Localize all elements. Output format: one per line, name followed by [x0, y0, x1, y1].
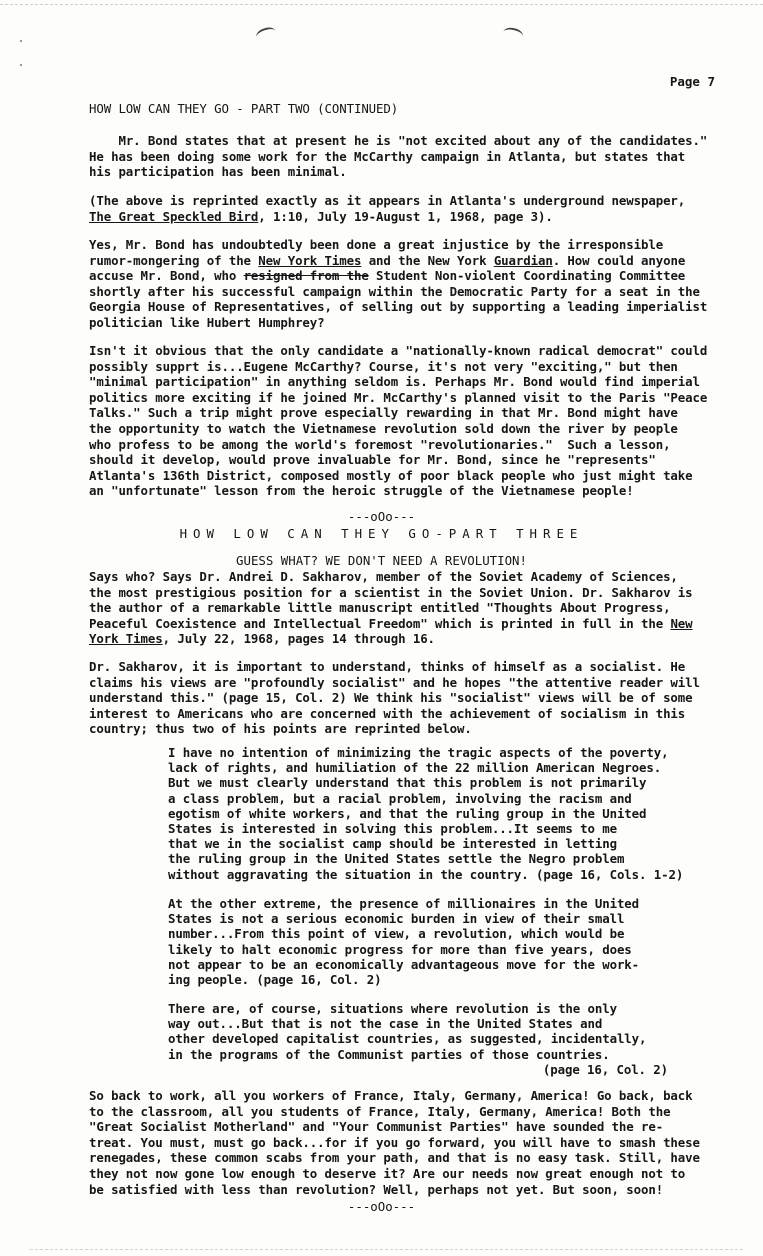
struck-text: resigned from the [243, 268, 369, 284]
guardian-ref: Guardian [493, 252, 553, 268]
quote-3-citation: (page 16, Col. 2) [542, 1061, 668, 1077]
paragraph-conclusion: So back to work, all you workers of France, Italy, Germany, America! Go back, back to the classroom, all you students of France, Italy, Germany, America! Both the "Great Socialist Motherland" and "Your Communist Parties" have sounded the re- treat. You must, must go back...for if you go forward, you will have to smash these renegades, these common scabs from your path, and that is no easy task. Still, have they not now gone low enough to deserve it? Are our needs now great enough not to be satisfied with less than revolution? Well, perhaps not yet. But soon, soon! [89, 1088, 700, 1197]
subheading-revolution: GUESS WHAT? WE DON'T NEED A REVOLUTION! [236, 553, 527, 568]
punch-mark-right [502, 26, 524, 42]
punch-mark-left [255, 25, 278, 43]
quote-1: I have no intention of minimizing the tragic aspects of the poverty, lack of rights, and humiliation of the 22 million American Negroes. But we must clearly understand that this problem is not primarily a class problem, but a racial problem, involving the racism and egotism of white workers, and that the ruling group in the United States is interested in solving this problem...It seems to me that we in the socialist camp should be interested in letting the ruling group in the United States settle the Negro problem without aggravating the situation in the country. (page 16, Cols. 1-2) [168, 745, 684, 882]
nyt-ref-2: York Times [89, 631, 163, 647]
divider-1: ---oOo--- [347, 509, 416, 524]
divider-2: ---oOo--- [347, 1199, 416, 1214]
newspaper-title: The Great Speckled Bird [89, 208, 259, 224]
paragraph-bond-statement: Mr. Bond states that at present he is "not excited about any of the candidates." He has been doing some work for the McCarthy campaign in Atlanta, but states that his participation has been minimal. [89, 133, 708, 180]
paragraph-sakharov-views: Dr. Sakharov, it is important to understand, thinks of himself as a socialist. He claims his views are "profoundly socialist" and he hopes "the attentive reader will understand this." (page 15, Col. 2) We think his "socialist" views will be of some interest to Americans who are concerned with the achievement of socialism in this country; thus two of his points are reprinted below. [89, 659, 700, 737]
margin-mark [20, 64, 22, 66]
quote-2: At the other extreme, the presence of millionaires in the United States is not a serious economic burden in view of their small number...From this point of view, a revolution, which would be likely to halt economic progress for more than five years, does not appear to be an economically advantageous move for the work- ing people. (page 16, Col. 2) [168, 896, 640, 988]
paragraph-sakharov-intro: Says who? Says Dr. Andrei D. Sakharov, member of the Soviet Academy of Sciences, the most prestigious position for a scientist in the Soviet Union. Dr. Sakharov is the author of a remarkable little manuscript entitled "Thoughts About Progress, Peaceful Coexistence and Intellectual Freedom" which is printed in full in the New York Times, July 22, 1968, pages 14 through 16. [89, 569, 693, 647]
heading-part-two: HOW LOW CAN THEY GO - PART TWO (CONTINUED) [89, 101, 399, 116]
quote-3: There are, of course, situations where revolution is the only way out...But that is not the case in the United States and other developed capitalist countries, as suggested, incidentally, in the programs of the Communist parties of those countries. (page 16, Col. 2) [168, 1001, 728, 1077]
nyt-ref: New York Times [258, 252, 362, 268]
margin-mark [20, 40, 22, 42]
paragraph-mccarthy: Isn't it obvious that the only candidate a "nationally-known radical democrat" could possibly supprt is...Eugene McCarthy? Course, it's not very "exciting," but then "minimal participation" in anything seldom is. Perhaps Mr. Bond would find imperial politics more exciting if he joined Mr. McCarthy's planned visit to the Paris "Peace Talks." Such a trip might prove especially rewarding in that Mr. Bond might have the opportunity to watch the Vietnamese revolution sold down the river by people who profess to be among the world's foremost "revolutionaries." Such a lesson, should it develop, would prove invaluable for Mr. Bond, since he "represents" Atlanta's 136th District, composed mostly of poor black people who just might take an "unfortunate" lesson from the heroic struggle of the Vietnamese people! [89, 343, 708, 499]
bottom-edge-dots [30, 1249, 743, 1250]
paragraph-reprint-note: (The above is reprinted exactly as it appears in Atlanta's underground newspaper, The Great Speckled Bird, 1:10, July 19-August 1, 1968, page 3). [89, 193, 686, 224]
top-edge-dots [0, 4, 763, 5]
page-number: Page 7 [669, 74, 715, 89]
paragraph-injustice: Yes, Mr. Bond has undoubtedly been done a great injustice by the irresponsible rumor-mongering of the New York Times and the New York Guardian. How could anyone accuse Mr. Bond, who resigned from the Student Non-violent Coordinating Committee shortly after his successful campaign within the Democratic Party for a seat in the Georgia House of Representatives, of selling out by supporting a leading imperialist politician like Hubert Humphrey? [89, 237, 708, 330]
heading-part-three: HOW LOW CAN THEY GO-PART THREE [179, 526, 584, 541]
